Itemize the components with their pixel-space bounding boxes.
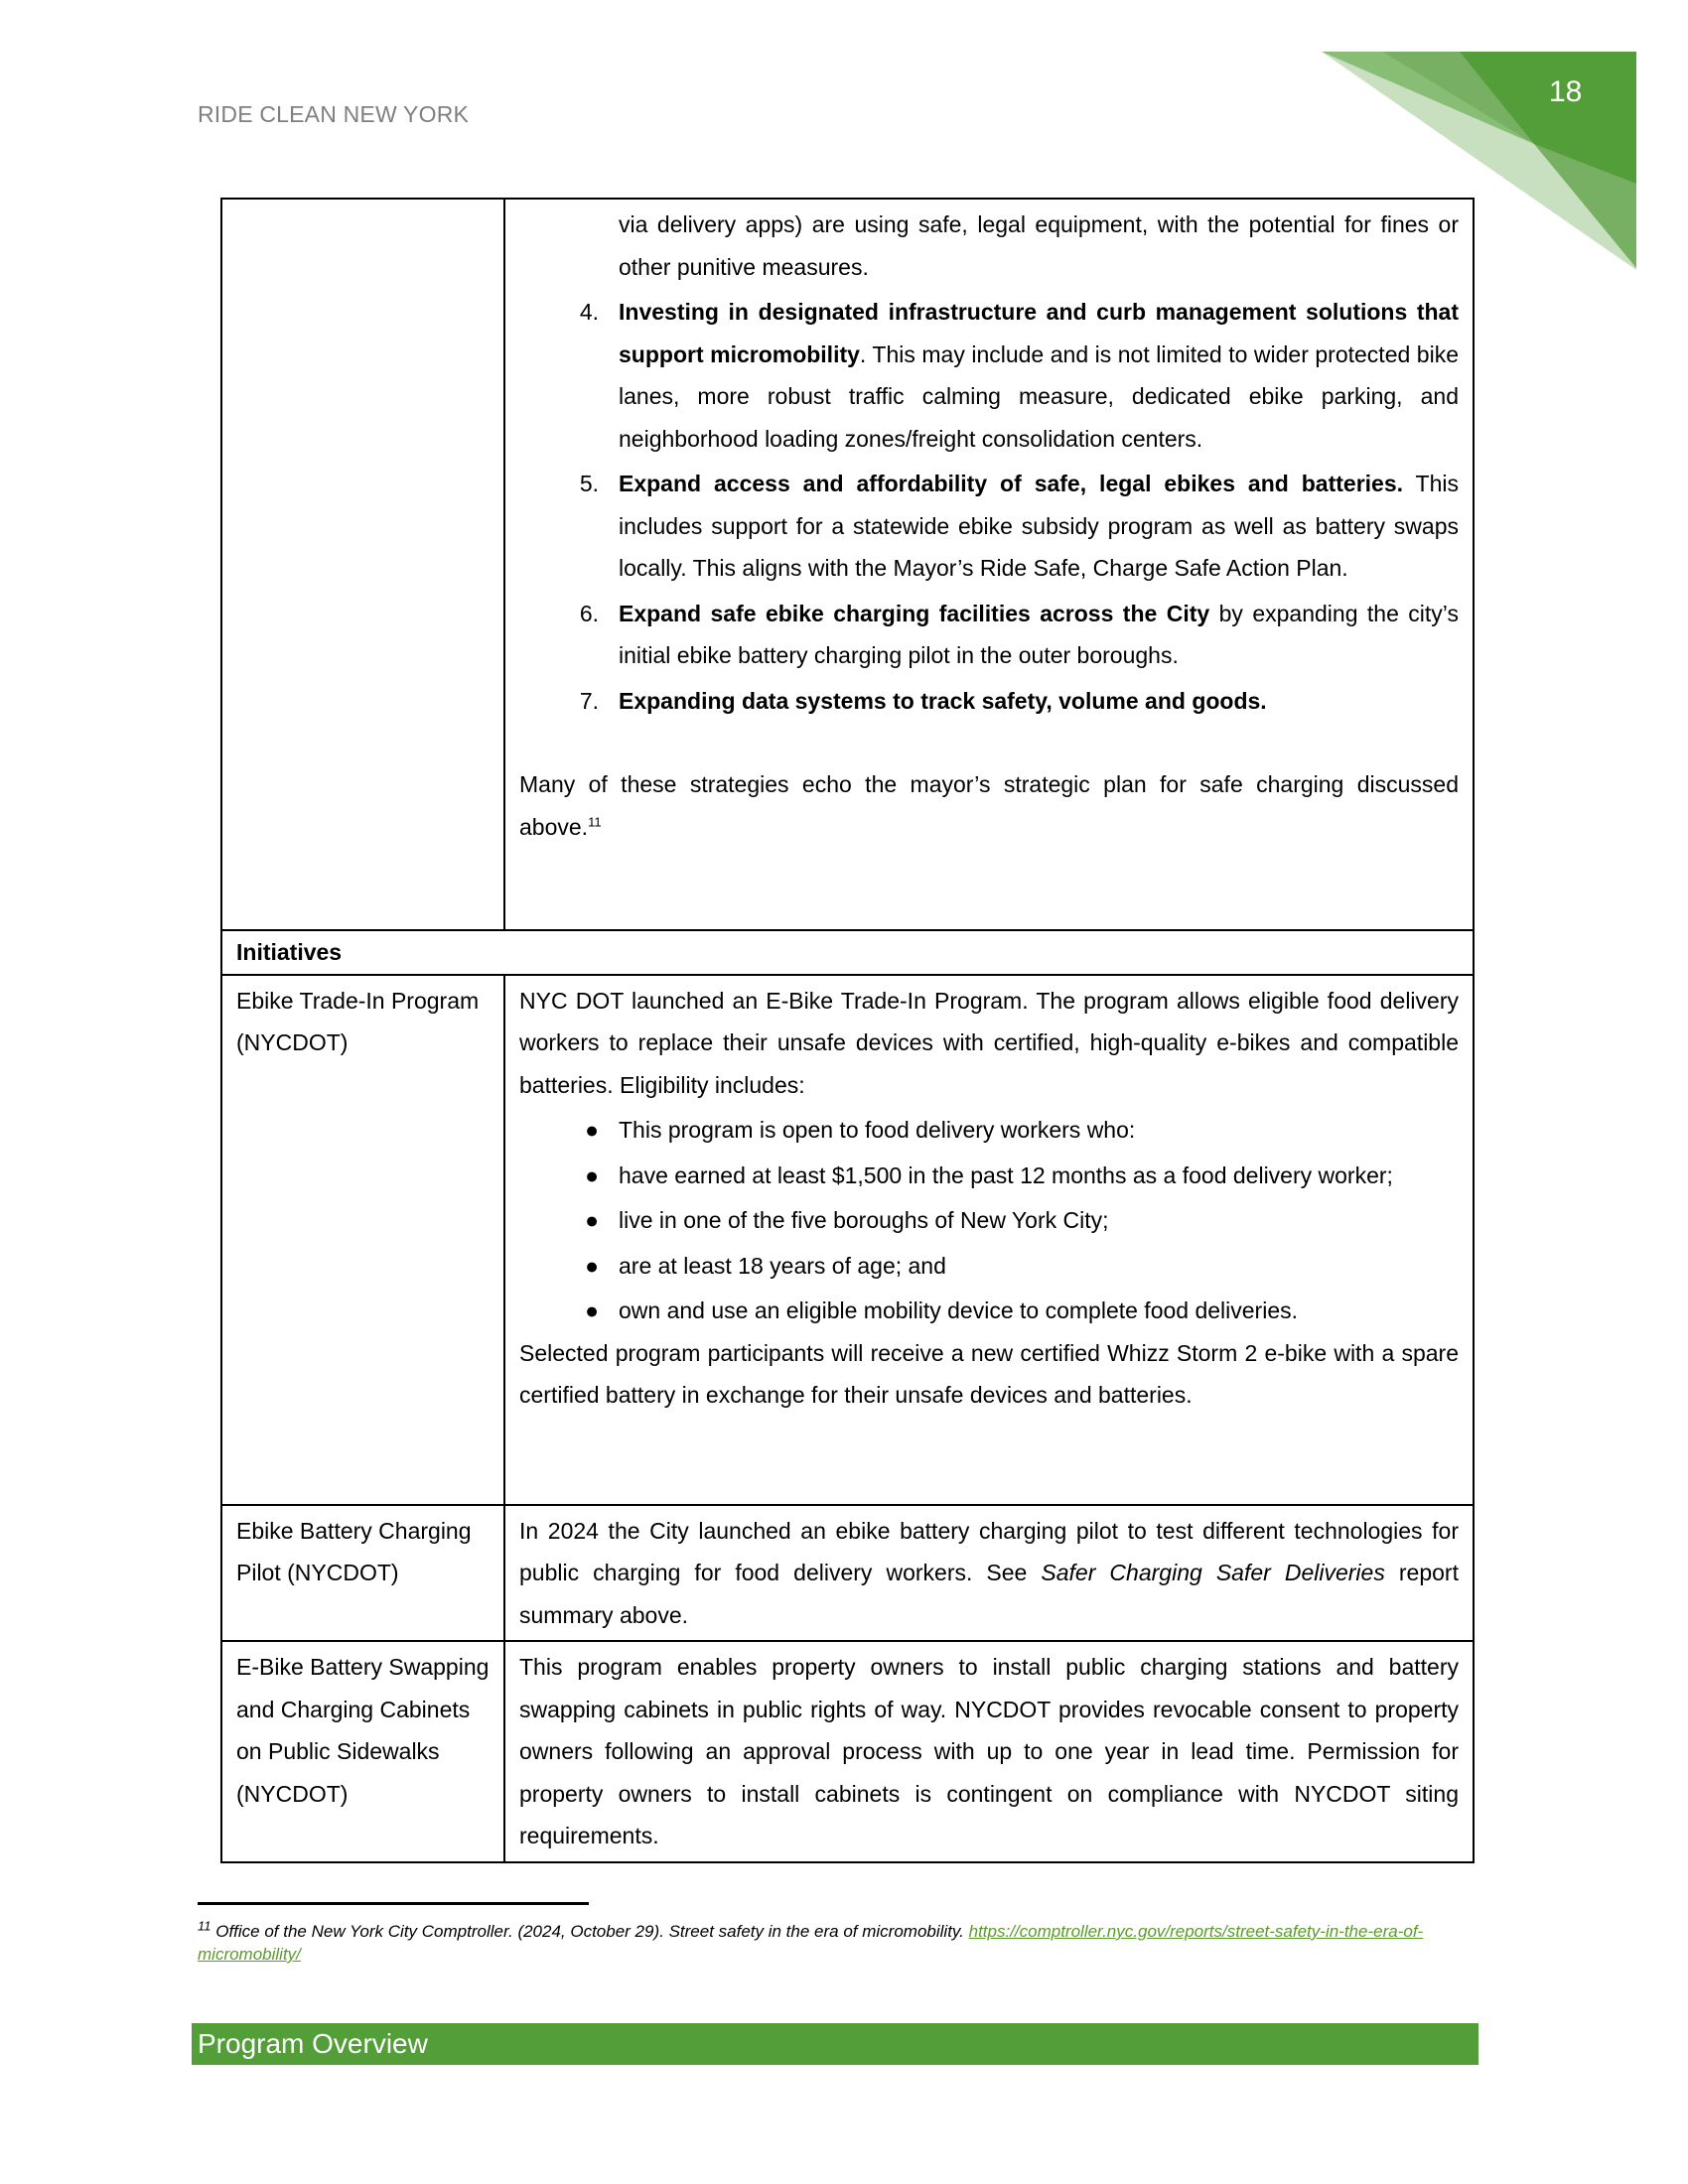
bullet-icon: ● (585, 1252, 599, 1279)
table-row (221, 1505, 1474, 1642)
page-number: 18 (1549, 75, 1583, 108)
bullet-text: live in one of the five boroughs of New York City; (619, 1207, 1109, 1233)
list-item (519, 1109, 1459, 1152)
list-number: 5. (579, 471, 599, 496)
description-intro: NYC DOT launched an E-Bike Trade-In Program. The program allows eligible food delivery workers to replace their unsafe devices with certified, high-quality e-bikes and compatible batteries. Eligibility includes: (519, 987, 1459, 1098)
list-item-text: This includes support for a statewide ebike subsidy program as well as battery swaps locally. This aligns with the Mayor’s Ride Safe, Charge Safe Action Plan. (619, 471, 1459, 581)
list-item (519, 1290, 1459, 1332)
footer-section-title: Program Overview (198, 2028, 428, 2059)
list-item (519, 463, 1459, 590)
list-item-bold: Expand access and affordability of safe, legal ebikes and batteries. (619, 471, 1404, 496)
closing-paragraph (519, 763, 1459, 848)
list-number: 7. (579, 687, 599, 714)
list-item (519, 593, 1459, 677)
bullet-text: own and use an eligible mobility device to complete food deliveries. (619, 1297, 1299, 1323)
section-heading-row (221, 930, 1474, 975)
description-text: report summary above. (519, 1560, 1459, 1628)
footnote-number: 11 (198, 1918, 211, 1934)
initiative-description: This program enables property owners to install public charging stations and battery swapping cabinets in public rights of way. NYCDOT provides revocable consent to property owners following an approval process with up to one year in lead time. Permission for property owners to install cabinets is contingent on compliance with NYCDOT siting requirements. (504, 1641, 1474, 1862)
report-title: Safer Charging Safer Deliveries (1041, 1560, 1385, 1585)
initiative-name: Ebike Battery Charging Pilot (NYCDOT) (221, 1505, 504, 1642)
bullet-icon: ● (585, 1207, 599, 1233)
bullet-text: have earned at least $1,500 in the past 12 months as a food delivery worker; (619, 1161, 1393, 1188)
list-item (519, 1199, 1459, 1242)
initiative-name: E-Bike Battery Swapping and Charging Cabinets on Public Sidewalks (NYCDOT) (221, 1641, 504, 1862)
initiatives-table (220, 198, 1475, 1863)
description-text: In 2024 the City launched an ebike battery charging pilot to test different technologies for public charging for food delivery workers. See (519, 1517, 1459, 1585)
list-item (519, 1245, 1459, 1288)
bullet-text: This program is open to food delivery workers who: (619, 1117, 1136, 1143)
list-item (519, 1155, 1459, 1197)
table-row (221, 975, 1474, 1505)
list-item (519, 680, 1459, 723)
footnote-link[interactable]: https://comptroller.nyc.gov/reports/street-safety-in-the-era-of-micromobility/ (198, 1922, 1424, 1964)
footer-bar (192, 2023, 1478, 2065)
footnote (198, 1920, 1439, 1966)
list-item-bold: Expanding data systems to track safety, volume and goods. (619, 687, 1267, 714)
section-heading: Initiatives (236, 939, 343, 965)
list-continuation: via delivery apps) are using safe, legal equipment, with the potential for fines or other punitive measures. (619, 211, 1459, 280)
footnote-separator (198, 1902, 589, 1905)
footnote-text: Office of the New York City Comptroller. (2024, October 29). Street safety in the era of micromobility. (211, 1922, 969, 1941)
bullet-icon: ● (585, 1297, 599, 1323)
strategies-cell (504, 199, 1474, 930)
table-cell-empty (221, 199, 504, 930)
list-number: 4. (579, 299, 599, 325)
list-item-text: . This may include and is not limited to wider protected bike lanes, more robust traffic calming measure, dedicated ebike parking, and neighborhood loading zones/freight consolidation centers. (619, 341, 1459, 452)
initiative-description (504, 975, 1474, 1505)
list-item (519, 291, 1459, 460)
table-row (221, 1641, 1474, 1862)
footnote-ref[interactable]: 11 (588, 813, 602, 829)
initiative-name: Ebike Trade-In Program (NYCDOT) (221, 975, 504, 1505)
initiative-description (504, 1505, 1474, 1642)
description-outro: Selected program participants will receive a new certified Whizz Storm 2 e-bike with a spare certified battery in exchange for their unsafe devices and batteries. (519, 1339, 1459, 1408)
list-number: 6. (579, 600, 599, 626)
list-item-bold: Expand safe ebike charging facilities across the City (619, 600, 1210, 626)
list-item-text: by expanding the city’s initial ebike battery charging pilot in the outer boroughs. (619, 600, 1459, 668)
bullet-icon: ● (585, 1161, 599, 1188)
bullet-icon: ● (585, 1117, 599, 1143)
running-header: RIDE CLEAN NEW YORK (198, 101, 470, 127)
table-row (221, 199, 1474, 930)
list-item-bold: Investing in designated infrastructure and curb management solutions that support micromobility (619, 299, 1459, 367)
closing-text: Many of these strategies echo the mayor’s strategic plan for safe charging discussed above. (519, 771, 1459, 840)
bullet-text: are at least 18 years of age; and (619, 1252, 946, 1279)
